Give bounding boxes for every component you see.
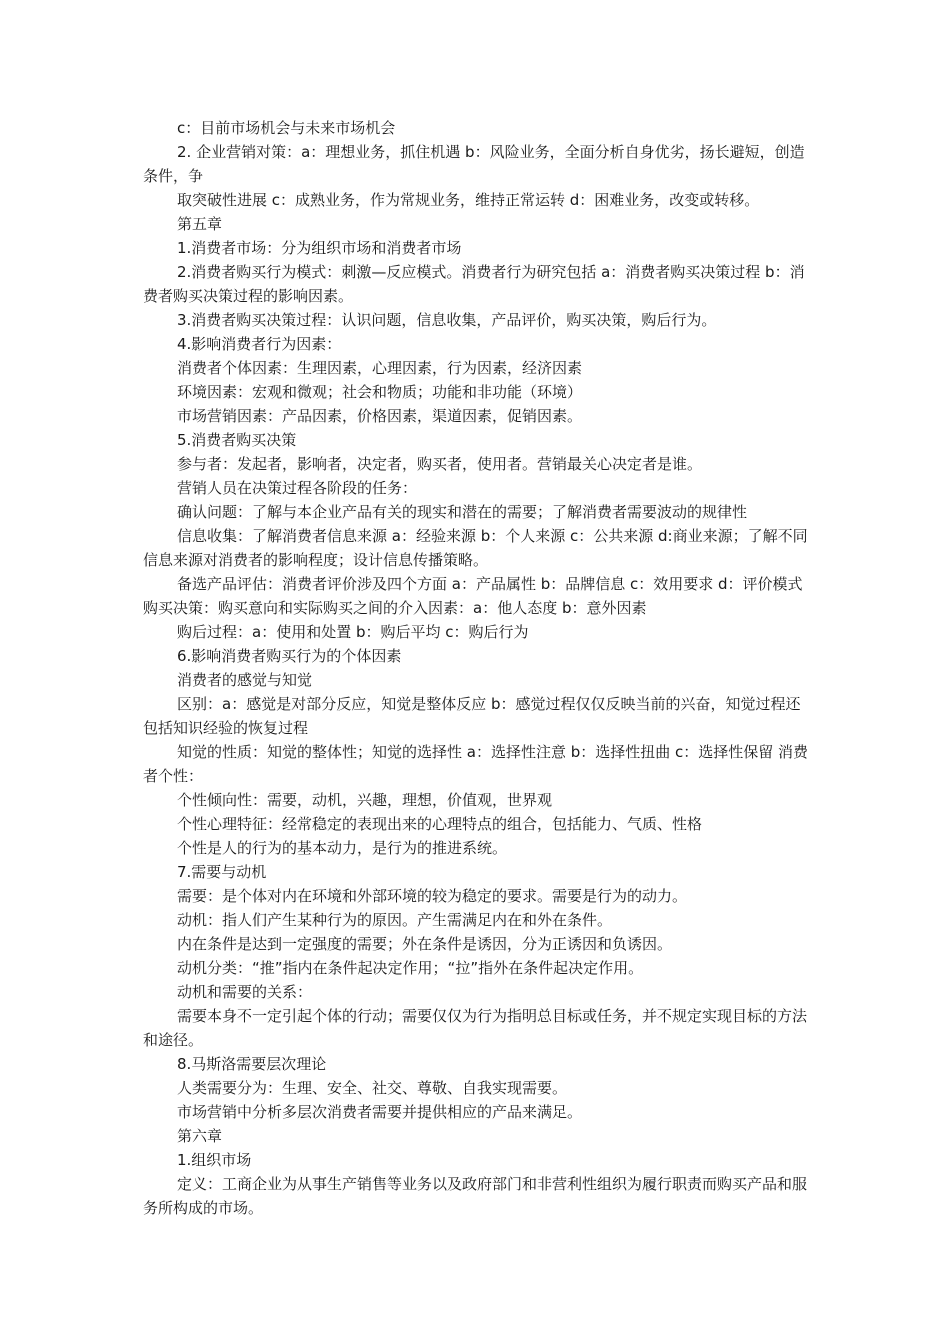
paragraph: 2. 企业营销对策：a：理想业务，抓住机遇 b：风险业务，全面分析自身优劣，扬长避短，创造条件，争 [143,143,805,185]
paragraph: 定义：工商企业为从事生产销售等业务以及政府部门和非营利性组织为履行职责而购买产品和服务所构成的市场。 [143,1175,808,1217]
paragraph: 市场营销中分析多层次消费者需要并提供相应的产品来满足。 [177,1103,583,1121]
paragraph: 购后过程：a：使用和处置 b：购后平均 c：购后行为 [177,623,529,641]
paragraph: 人类需要分为：生理、安全、社交、尊敬、自我实现需要。 [177,1079,568,1097]
paragraph: 8.马斯洛需要层次理论 [177,1055,327,1073]
chapter-heading: 第五章 [177,215,223,233]
paragraph: 区别：a：感觉是对部分反应，知觉是整体反应 b：感觉过程仅仅反映当前的兴奋，知觉过程还包括知识经验的恢复过程 [143,695,801,737]
paragraph: 4.影响消费者行为因素： [177,335,342,353]
paragraph: 7.需要与动机 [177,863,267,881]
paragraph: 个性倾向性：需要，动机，兴趣，理想，价值观，世界观 [177,791,553,809]
paragraph: 动机分类：“推”指内在条件起决定作用；“拉”指外在条件起决定作用。 [177,959,644,977]
paragraph: 取突破性进展 c：成熟业务，作为常规业务，维持正常运转 d：困难业务，改变或转移。 [177,191,760,209]
paragraph: 环境因素：宏观和微观；社会和物质；功能和非功能（环境） [177,383,583,401]
paragraph: 市场营销因素：产品因素，价格因素，渠道因素，促销因素。 [177,407,583,425]
paragraph: 个性是人的行为的基本动力，是行为的推进系统。 [177,839,508,857]
document-body [143,116,813,1220]
paragraph: 3.消费者购买决策过程：认识问题，信息收集，产品评价，购买决策，购后行为。 [177,311,717,329]
paragraph: 消费者个体因素：生理因素，心理因素，行为因素，经济因素 [177,359,583,377]
paragraph: 2.消费者购买行为模式：刺激—反应模式。消费者行为研究包括 a：消费者购买决策过程 b：消费者购买决策过程的影响因素。 [143,263,805,305]
paragraph: 营销人员在决策过程各阶段的任务： [177,479,418,497]
paragraph: 1.组织市场 [177,1151,252,1169]
paragraph: 5.消费者购买决策 [177,431,297,449]
paragraph: 备选产品评估：消费者评价涉及四个方面 a：产品属性 b：品牌信息 c：效用要求 d：评价模式 购买决策：购买意向和实际购买之间的介入因素：a：他人态度 b：意外因素 [143,575,803,617]
paragraph: 确认问题：了解与本企业产品有关的现实和潜在的需要；了解消费者需要波动的规律性 [177,503,748,521]
paragraph: 参与者：发起者，影响者，决定者，购买者，使用者。营销最关心决定者是谁。 [177,455,703,473]
paragraph: 动机和需要的关系： [177,983,313,1001]
paragraph: 需要本身不一定引起个体的行动；需要仅仅为行为指明总目标或任务，并不规定实现目标的方法和途径。 [143,1007,808,1049]
paragraph: 需要：是个体对内在环境和外部环境的较为稳定的要求。需要是行为的动力。 [177,887,688,905]
paragraph: 知觉的性质：知觉的整体性；知觉的选择性 a：选择性注意 b：选择性扭曲 c：选择性保留 消费者个性： [143,743,809,785]
paragraph: c：目前市场机会与未来市场机会 [177,119,396,137]
paragraph: 6.影响消费者购买行为的个体因素 [177,647,402,665]
paragraph: 消费者的感觉与知觉 [177,671,313,689]
paragraph: 个性心理特征：经常稳定的表现出来的心理特点的组合，包括能力、气质、性格 [177,815,703,833]
paragraph: 信息收集：了解消费者信息来源 a：经验来源 b：个人来源 c：公共来源 d:商业来源；了解不同信息来源对消费者的影响程度；设计信息传播策略。 [143,527,808,569]
chapter-heading: 第六章 [177,1127,223,1145]
paragraph: 动机：指人们产生某种行为的原因。产生需满足内在和外在条件。 [177,911,613,929]
paragraph: 1.消费者市场：分为组织市场和消费者市场 [177,239,462,257]
paragraph: 内在条件是达到一定强度的需要；外在条件是诱因，分为正诱因和负诱因。 [177,935,673,953]
